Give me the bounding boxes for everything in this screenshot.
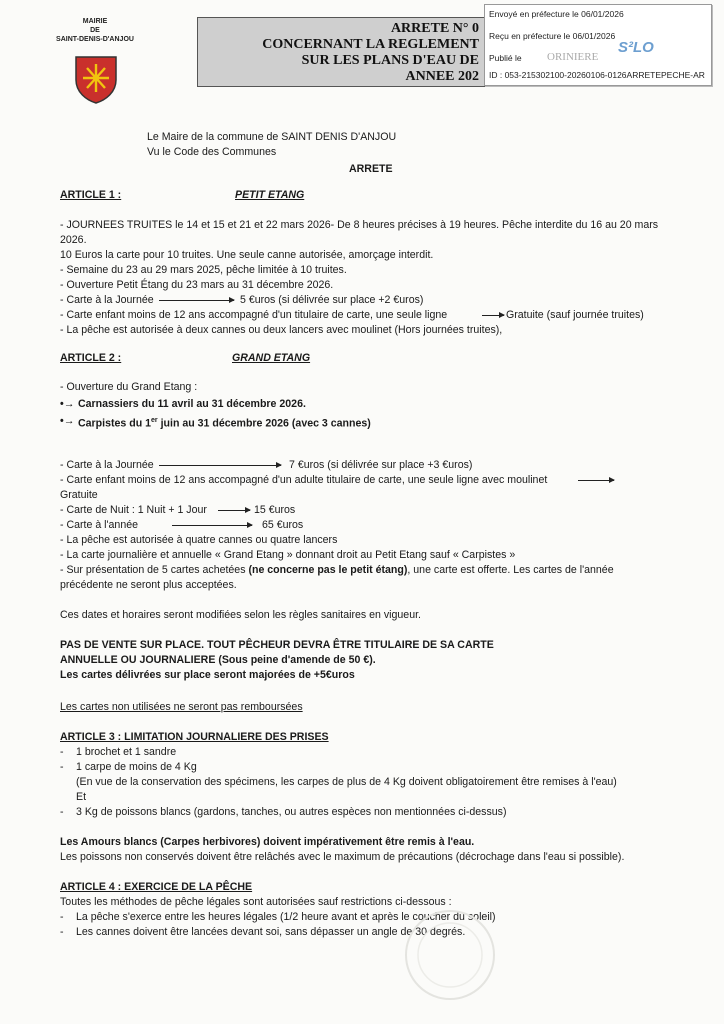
- article2-line-2: Carnassiers du 11 avril au 31 décembre 2026.: [78, 398, 306, 410]
- stamp-id: ID : 053-215302100-20260106-0126ARRETEPECHE-AR: [489, 70, 705, 80]
- article4-line-1: Toutes les méthodes de pêche légales sont autorisées sauf restrictions ci-dessous :: [60, 896, 452, 908]
- article1-line-4: - Semaine du 23 au 29 mars 2025, pêche limitée à 10 truites.: [60, 264, 347, 276]
- article2-line-4b: 7 €uros (si délivrée sur place +3 €uros): [289, 459, 473, 471]
- article2-label: ARTICLE 2 :: [60, 352, 122, 364]
- intro-line-1: Le Maire de la commune de SAINT DENIS D'ANJOU: [147, 131, 397, 143]
- article2-line-4a: - Carte à la Journée: [60, 459, 154, 471]
- article2-line-6: Gratuite: [60, 489, 98, 501]
- coat-of-arms-icon: [73, 54, 119, 104]
- arrow-right-icon: [578, 480, 614, 481]
- article3-line-7: Les poissons non conservés doivent être relâchés avec le maximum de précautions (décrochage dans l'eau si possible).: [60, 851, 625, 863]
- dash-bullet-icon: -: [60, 911, 64, 923]
- arrow-right-icon: [172, 525, 252, 526]
- title-box: [197, 17, 486, 87]
- article2-line-8b: 65 €uros: [262, 519, 304, 531]
- article2-line-17: Les cartes non utilisées ne seront pas remboursées: [60, 701, 303, 713]
- intro-line-2: Vu le Code des Communes: [147, 146, 277, 158]
- article3-label: ARTICLE 3 : LIMITATION JOURNALIERE DES PRISES: [60, 731, 329, 743]
- article2-name: GRAND ETANG: [232, 352, 311, 364]
- mairie-heading: MAIRIE DE SAINT-DENIS-D'ANJOU: [56, 18, 134, 43]
- article2-line-5: - Carte enfant moins de 12 ans accompagné d'un adulte titulaire de carte, une seule ligne avec moulinet: [60, 474, 548, 486]
- article2-line-15: ANNUELLE OU JOURNALIERE (Sous peine d'amende de 50 €).: [60, 654, 376, 666]
- faint-seal-icon: [400, 905, 500, 1005]
- article1-label: ARTICLE 1 :: [60, 189, 122, 201]
- article1-line-6a: - Carte à la Journée: [60, 294, 154, 306]
- article3-line-3: (En vue de la conservation des spécimens, les carpes de plus de 4 Kg doivent obligatoirement être remises à l'eau): [76, 776, 617, 788]
- article2-line-12: précédente ne seront plus acceptées.: [60, 579, 237, 591]
- article3-line-1: 1 brochet et 1 sandre: [76, 746, 177, 758]
- article1-name: PETIT ETANG: [235, 189, 305, 201]
- dash-bullet-icon: -: [60, 746, 64, 758]
- article3-line-5: 3 Kg de poissons blancs (gardons, tanches, ou autres espèces non mentionnées ci-dessus): [76, 806, 507, 818]
- s2low-logo: S²LO: [618, 39, 654, 56]
- article2-line-7b: 15 €uros: [254, 504, 296, 516]
- stamp-under-text: ORINIERE: [547, 51, 599, 63]
- article1-line-8: - La pêche est autorisée à deux cannes ou deux lancers avec moulinet (Hors journées truites),: [60, 324, 503, 336]
- article1-line-5: - Ouverture Petit Étang du 23 mars au 31 décembre 2026.: [60, 279, 334, 291]
- article2-line-8a: - Carte à l'année: [60, 519, 138, 531]
- prefecture-stamp: [484, 4, 712, 86]
- dash-bullet-icon: -: [60, 806, 64, 818]
- article1-line-1: - JOURNEES TRUITES le 14 et 15 et 21 et 22 mars 2026- De 8 heures précises à 19 heures. Pêche interdite du 16 au 20 mars: [60, 219, 659, 231]
- article2-line-10: - La carte journalière et annuelle « Grand Etang » donnant droit au Petit Etang sauf « Carpistes »: [60, 549, 516, 561]
- dash-bullet-icon: -: [60, 926, 64, 938]
- article2-line-9: - La pêche est autorisée à quatre cannes ou quatre lancers: [60, 534, 338, 546]
- article2-line-3: Carpistes du 1er juin au 31 décembre 2026 (avec 3 cannes): [78, 417, 371, 430]
- arrow-right-icon: [159, 300, 234, 301]
- article1-line-6b: 5 €uros (si délivrée sur place +2 €uros): [240, 294, 424, 306]
- arrow-right-icon: [218, 510, 250, 511]
- article1-line-2: 2026.: [60, 234, 87, 246]
- article2-line-16: Les cartes délivrées sur place seront majorées de +5€uros: [60, 669, 355, 681]
- article3-line-6: Les Amours blancs (Carpes herbivores) doivent impérativement être remis à l'eau.: [60, 836, 475, 848]
- article3-line-4: Et: [76, 791, 87, 803]
- dash-bullet-icon: -: [60, 761, 64, 773]
- article1-line-3: 10 Euros la carte pour 10 truites. Une seule canne autorisée, amorçage interdit.: [60, 249, 434, 261]
- stamp-recu: Reçu en préfecture le 06/01/2026: [489, 31, 616, 41]
- title-line-3: SUR LES PLANS D'EAU DE: [301, 53, 479, 68]
- article3-line-2: 1 carpe de moins de 4 Kg: [76, 761, 197, 773]
- title-line-4: ANNEE 202: [405, 69, 479, 84]
- arrow-right-icon: [159, 465, 281, 466]
- stamp-publie: Publié le: [489, 53, 522, 63]
- article2-line-1: - Ouverture du Grand Etang :: [60, 381, 198, 393]
- arrete-heading: ARRETE: [349, 163, 393, 175]
- article2-bullet-icon: •→: [60, 398, 75, 410]
- title-line-2: CONCERNANT LA REGLEMENT: [262, 37, 479, 52]
- article2-line-14: PAS DE VENTE SUR PLACE. TOUT PÊCHEUR DEVRA ÊTRE TITULAIRE DE SA CARTE: [60, 639, 494, 651]
- article2-line-7a: - Carte de Nuit : 1 Nuit + 1 Jour: [60, 504, 207, 516]
- title-line-1: ARRETE N° 0: [390, 21, 479, 36]
- article4-label: ARTICLE 4 : EXERCICE DE LA PÊCHE: [60, 881, 253, 893]
- article4-line-3: Les cannes doivent être lancées devant soi, sans dépasser un angle de 30 degrés.: [76, 926, 466, 938]
- article4-line-2: La pêche s'exerce entre les heures légales (1/2 heure avant et après le coucher du soleil): [76, 911, 496, 923]
- article2-line-11: - Sur présentation de 5 cartes achetées (ne concerne pas le petit étang), une carte est offerte. Les cartes de l'année: [60, 564, 614, 576]
- article1-line-7b: Gratuite (sauf journée truites): [506, 309, 644, 321]
- article1-line-7a: - Carte enfant moins de 12 ans accompagné d'un titulaire de carte, une seule ligne: [60, 309, 448, 321]
- article2-line-13: Ces dates et horaires seront modifiées selon les règles sanitaires en vigueur.: [60, 609, 421, 621]
- arrow-right-icon: [482, 315, 504, 316]
- article2-bullet-icon: •→: [60, 415, 75, 427]
- stamp-envoye: Envoyé en préfecture le 06/01/2026: [489, 9, 624, 19]
